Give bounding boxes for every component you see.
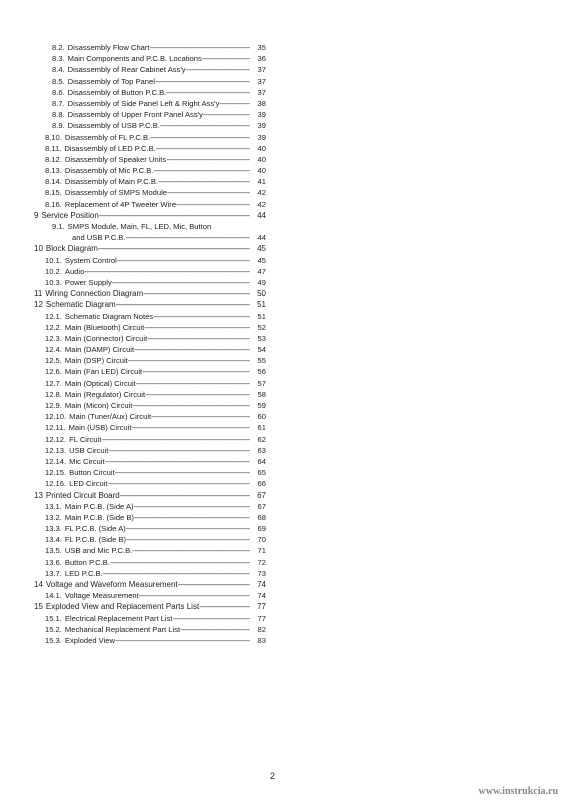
- toc-entry-title: Schematic Diagram Notes: [64, 311, 154, 321]
- toc-entry-number: 12.14.: [45, 456, 67, 466]
- toc-entry[interactable]: [0, 467, 572, 478]
- toc-leader-dots: [101, 434, 250, 445]
- toc-leader-dots: [131, 422, 250, 433]
- toc-leader-dots: [134, 344, 250, 355]
- toc-entry-number: 12.1.: [45, 311, 62, 321]
- toc-entry[interactable]: [0, 109, 572, 120]
- toc-leader-dots: [173, 613, 250, 624]
- toc-entry-number: 14.1.: [45, 591, 62, 601]
- toc-entry-title: System Control: [64, 255, 117, 265]
- toc-entry-page: 67: [257, 490, 266, 500]
- toc-entry-page: 39: [257, 110, 266, 120]
- toc-entry[interactable]: [0, 221, 572, 232]
- toc-entry[interactable]: [0, 87, 572, 98]
- toc-entry[interactable]: [0, 98, 572, 109]
- toc-entry-number: 8.7.: [52, 98, 65, 108]
- toc-entry-number: 12.7.: [45, 378, 62, 388]
- toc-entry[interactable]: [0, 557, 572, 568]
- toc-leader-dots: [84, 266, 250, 277]
- toc-entry[interactable]: [0, 53, 572, 64]
- toc-leader-dots: [143, 288, 250, 299]
- toc-entry-title: Main (Fan LED) Circuit: [64, 367, 143, 377]
- toc-leader-dots: [145, 389, 250, 400]
- toc-entry-number: 8.3.: [52, 54, 65, 64]
- toc-entry-title: Disassembly of Mic P.C.B.: [64, 166, 154, 176]
- toc-entry-page: 38: [257, 98, 266, 108]
- toc-entry-title: Block Diagram: [45, 244, 98, 254]
- toc-entry-number: 13.6.: [45, 557, 62, 567]
- toc-entry-page: 37: [257, 87, 266, 97]
- toc-entry-page: 67: [257, 501, 266, 511]
- toc-entry-number: 12.13.: [45, 445, 67, 455]
- toc-entry[interactable]: [0, 64, 572, 75]
- toc-entry[interactable]: [0, 165, 572, 176]
- toc-entry[interactable]: [0, 299, 572, 310]
- toc-leader-dots: [166, 154, 250, 165]
- toc-leader-dots: [180, 624, 250, 635]
- toc-entry-number: 15.2.: [45, 624, 62, 634]
- toc-entry[interactable]: [0, 143, 572, 154]
- toc-entry[interactable]: [0, 400, 572, 411]
- toc-entry[interactable]: [0, 187, 572, 198]
- toc-entry-title: FL P.C.B. (Side A): [64, 524, 126, 534]
- toc-entry-page: 77: [257, 613, 266, 623]
- toc-entry-number: 12.9.: [45, 401, 62, 410]
- toc-entry[interactable]: [0, 154, 572, 165]
- toc-entry-number: 12.2.: [45, 322, 62, 332]
- toc-entry[interactable]: [0, 523, 572, 534]
- toc-entry-page: 74: [257, 591, 266, 601]
- toc-entry-page: 66: [257, 479, 266, 489]
- toc-entry[interactable]: [0, 255, 572, 266]
- toc-entry-title: Voltage Measurement: [64, 591, 139, 601]
- toc-entry-page: 77: [257, 602, 266, 612]
- toc-entry-number: 8.6.: [52, 87, 65, 97]
- toc-entry-title: Mechanical Replacement Part List: [64, 624, 181, 634]
- toc-leader-dots: [126, 534, 250, 545]
- toc-entry-title: Main (Micon) Circuit: [64, 401, 133, 410]
- toc-entry-page: 73: [257, 568, 266, 578]
- toc-entry[interactable]: [0, 624, 572, 635]
- toc-entry-page: 37: [257, 65, 266, 75]
- toc-leader-dots: [105, 456, 250, 467]
- toc-entry-title: LED Circuit: [69, 479, 108, 489]
- toc-entry-title: FL P.C.B. (Side B): [64, 535, 127, 545]
- toc-entry[interactable]: [0, 378, 572, 389]
- toc-entry-page: 51: [257, 300, 266, 310]
- toc-entry-number: 13.3.: [45, 524, 62, 534]
- toc-leader-dots: [158, 176, 250, 187]
- toc-leader-dots: [116, 299, 250, 310]
- toc-leader-dots: [125, 232, 250, 243]
- toc-leader-dots: [117, 255, 250, 266]
- toc-entry-page: 49: [257, 277, 266, 287]
- toc-entry-number: 12.4.: [45, 345, 62, 355]
- toc-entry-title: and USB P.C.B.: [72, 233, 126, 243]
- toc-entry[interactable]: [0, 366, 572, 377]
- toc-entry-number: 15.1.: [45, 613, 62, 623]
- toc-entry-number: 10.2.: [45, 266, 62, 276]
- page-number: 2: [270, 771, 276, 781]
- toc-entry-page: 60: [257, 412, 266, 422]
- toc-leader-dots: [153, 165, 250, 176]
- toc-entry-number: 9.1.: [52, 222, 65, 231]
- toc-entry-title: Disassembly of FL P.C.B.: [64, 132, 151, 142]
- toc-entry-title: Main (Tuner/Aux) Circuit: [69, 412, 152, 422]
- toc-entry-number: 11: [34, 289, 43, 299]
- toc-entry-number: 12.16.: [45, 479, 67, 489]
- toc-entry-title: Disassembly of Upper Front Panel Ass'y: [67, 110, 203, 120]
- toc-entry-page: 40: [257, 154, 266, 164]
- toc-leader-dots: [150, 42, 250, 53]
- toc-entry-page: 36: [257, 54, 266, 64]
- toc-leader-dots: [178, 579, 250, 590]
- toc-entry[interactable]: [0, 120, 572, 131]
- toc-entry-number: 14: [34, 580, 43, 589]
- toc-entry-page: 51: [257, 311, 266, 321]
- toc-entry[interactable]: [0, 613, 572, 624]
- toc-entry[interactable]: [0, 579, 572, 590]
- toc-entry-title: SMPS Module, Main, FL, LED, Mic, Button: [67, 222, 212, 231]
- toc-leader-dots: [144, 322, 250, 333]
- toc-entry-title: Disassembly of Speaker Units: [64, 154, 167, 164]
- toc-entry-number: 10: [34, 244, 43, 254]
- toc-entry-page: 74: [257, 580, 266, 589]
- toc-entry-page: 72: [257, 557, 266, 567]
- toc-entry[interactable]: [0, 512, 572, 523]
- toc-entry-number: 8.8.: [52, 110, 65, 120]
- toc-entry-title: Main Components and P.C.B. Locations: [67, 54, 202, 64]
- toc-entry-title: Disassembly of Main P.C.B.: [64, 177, 159, 187]
- toc-entry-title: USB Circuit: [69, 445, 109, 455]
- toc-entry-page: 47: [257, 266, 266, 276]
- toc-entry-page: 39: [257, 121, 266, 131]
- table-of-contents: [0, 42, 572, 646]
- toc-leader-dots: [120, 490, 250, 501]
- toc-entry-page: 42: [257, 199, 266, 209]
- toc-entry-title: Voltage and Waveform Measurement: [45, 580, 178, 589]
- toc-entry[interactable]: [0, 534, 572, 545]
- toc-entry-page: 63: [257, 445, 266, 455]
- toc-entry-page: 69: [257, 524, 266, 534]
- toc-leader-dots: [203, 109, 250, 120]
- toc-entry[interactable]: [0, 635, 572, 646]
- toc-entry-number: 12.3.: [45, 333, 62, 343]
- toc-leader-dots: [142, 366, 250, 377]
- toc-entry[interactable]: [0, 266, 572, 277]
- toc-leader-dots: [126, 523, 250, 534]
- toc-entry-number: 12.12.: [45, 434, 67, 444]
- toc-leader-dots: [186, 64, 250, 75]
- toc-entry-title: FL Circuit: [69, 434, 102, 444]
- toc-leader-dots: [153, 311, 250, 322]
- toc-entry-title: Main (Regulator) Circuit: [64, 389, 146, 399]
- toc-entry-number: 8.10.: [45, 132, 62, 142]
- toc-leader-dots: [160, 120, 250, 131]
- toc-leader-dots: [98, 243, 250, 254]
- toc-leader-dots: [103, 568, 250, 579]
- toc-entry-number: 12.10.: [45, 412, 67, 422]
- toc-leader-dots: [110, 557, 250, 568]
- toc-entry-page: 58: [257, 389, 266, 399]
- toc-entry-page: 53: [257, 333, 266, 343]
- toc-entry[interactable]: [0, 243, 572, 254]
- toc-entry[interactable]: [0, 344, 572, 355]
- toc-entry-number: 10.3.: [45, 277, 62, 287]
- toc-leader-dots: [108, 478, 250, 489]
- toc-entry-number: 8.11.: [45, 143, 62, 153]
- toc-entry[interactable]: [0, 210, 572, 221]
- toc-entry-page: 39: [257, 132, 266, 142]
- toc-entry-title: Audio: [64, 266, 85, 276]
- toc-entry-page: 52: [257, 322, 266, 332]
- toc-entry[interactable]: [0, 176, 572, 187]
- toc-entry-title: Button Circuit: [69, 468, 115, 478]
- toc-entry[interactable]: [0, 322, 572, 333]
- toc-entry-page: 82: [257, 624, 266, 634]
- toc-entry-title: Disassembly Flow Chart: [67, 43, 150, 52]
- toc-entry-number: 12.11.: [45, 423, 66, 433]
- toc-leader-dots: [132, 400, 250, 411]
- toc-entry-page: 44: [257, 233, 266, 243]
- toc-entry-title: Main (DSP) Circuit: [64, 356, 128, 366]
- toc-entry-title: Disassembly of LED P.C.B.: [64, 143, 156, 153]
- toc-leader-dots: [134, 501, 250, 512]
- toc-leader-dots: [139, 590, 250, 601]
- toc-entry[interactable]: [0, 545, 572, 556]
- toc-entry-number: 15: [34, 602, 43, 612]
- toc-entry-page: 71: [257, 546, 266, 556]
- toc-entry-page: 59: [257, 401, 266, 410]
- toc-entry-title: Main (Connector) Circuit: [64, 333, 148, 343]
- toc-leader-dots: [176, 199, 250, 210]
- toc-leader-dots: [147, 333, 250, 344]
- toc-leader-dots: [112, 277, 250, 288]
- toc-entry[interactable]: [0, 411, 572, 422]
- toc-entry-page: 64: [257, 456, 266, 466]
- toc-entry-page: 37: [257, 76, 266, 86]
- toc-leader-dots: [134, 512, 250, 523]
- toc-entry-number: 8.12.: [45, 154, 62, 164]
- toc-entry-number: 8.4.: [52, 65, 65, 75]
- toc-entry-page: 35: [257, 43, 266, 52]
- toc-entry-title: Disassembly of Side Panel Left & Right Ass'y: [67, 98, 220, 108]
- toc-entry-number: 8.15.: [45, 188, 62, 198]
- toc-entry-title: Power Supply: [64, 277, 112, 287]
- toc-entry[interactable]: [0, 76, 572, 87]
- toc-entry[interactable]: [0, 490, 572, 501]
- toc-entry-title: Mic Circuit: [69, 456, 105, 466]
- toc-entry[interactable]: [0, 232, 572, 243]
- toc-entry[interactable]: [0, 601, 572, 612]
- toc-entry-title: Main (Optical) Circuit: [64, 378, 136, 388]
- toc-entry[interactable]: [0, 311, 572, 322]
- toc-entry-page: 54: [257, 345, 266, 355]
- toc-entry-title: Exploded View: [64, 635, 115, 645]
- toc-entry[interactable]: [0, 434, 572, 445]
- toc-entry-title: LED P.C.B.: [64, 568, 103, 578]
- toc-entry[interactable]: [0, 288, 572, 299]
- toc-entry[interactable]: [0, 277, 572, 288]
- toc-leader-dots: [150, 132, 250, 143]
- toc-entry[interactable]: [0, 355, 572, 366]
- toc-entry-page: 62: [257, 434, 266, 444]
- toc-entry-title: Main (DAMP) Circuit: [64, 345, 135, 355]
- toc-entry-title: Main (Bluetooth) Circuit: [64, 322, 145, 332]
- toc-entry-title: Main P.C.B. (Side B): [64, 512, 134, 522]
- toc-entry-page: 83: [257, 635, 266, 645]
- toc-entry-page: 42: [257, 188, 266, 198]
- toc-entry-page: 40: [257, 143, 266, 153]
- toc-entry[interactable]: [0, 199, 572, 210]
- toc-entry-number: 8.13.: [45, 166, 62, 176]
- toc-entry[interactable]: [0, 42, 572, 53]
- toc-leader-dots: [166, 87, 250, 98]
- toc-entry-page: 68: [257, 512, 266, 522]
- toc-entry-page: 57: [257, 378, 266, 388]
- toc-entry-number: 13.4.: [45, 535, 62, 545]
- toc-entry-page: 44: [257, 210, 266, 220]
- toc-entry[interactable]: [0, 568, 572, 579]
- toc-leader-dots: [167, 187, 250, 198]
- toc-entry[interactable]: [0, 478, 572, 489]
- toc-entry-number: 8.16.: [45, 199, 62, 209]
- toc-leader-dots: [132, 545, 250, 556]
- toc-entry[interactable]: [0, 333, 572, 344]
- toc-entry-number: 12: [34, 300, 43, 310]
- toc-entry-page: 70: [257, 535, 266, 545]
- toc-leader-dots: [151, 411, 250, 422]
- toc-entry-page: 61: [257, 423, 266, 433]
- toc-entry-number: 8.2.: [52, 43, 65, 52]
- toc-entry-page: 45: [257, 244, 266, 254]
- toc-entry-number: 13.2.: [45, 512, 62, 522]
- toc-entry-number: 12.6.: [45, 367, 62, 377]
- toc-entry[interactable]: [0, 501, 572, 512]
- toc-leader-dots: [108, 445, 250, 456]
- toc-entry-number: 8.9.: [52, 121, 65, 131]
- toc-entry-number: 15.3.: [45, 635, 62, 645]
- toc-entry-number: 13.7.: [45, 568, 62, 578]
- toc-entry-title: USB and Mic P.C.B.: [64, 546, 133, 556]
- toc-entry-title: Printed Circuit Board: [45, 490, 120, 500]
- toc-entry-number: 8.5.: [52, 76, 65, 86]
- toc-leader-dots: [155, 76, 250, 87]
- toc-entry-number: 12.15.: [45, 468, 67, 478]
- toc-entry-number: 8.14.: [45, 177, 62, 187]
- toc-entry[interactable]: [0, 590, 572, 601]
- toc-entry-page: 56: [257, 367, 266, 377]
- toc-entry-title: Disassembly of USB P.C.B.: [67, 121, 160, 131]
- toc-entry-title: Disassembly of SMPS Module: [64, 188, 168, 198]
- toc-entry-number: 10.1.: [45, 255, 62, 265]
- toc-entry-title: Disassembly of Button P.C.B.: [67, 87, 167, 97]
- toc-entry[interactable]: [0, 445, 572, 456]
- toc-entry-title: Button P.C.B.: [64, 557, 110, 567]
- toc-entry-title: Disassembly of Rear Cabinet Ass'y: [67, 65, 186, 75]
- toc-entry-title: Electrical Replacement Part List: [64, 613, 173, 623]
- toc-entry-title: Wiring Connection Diagram: [45, 289, 144, 299]
- toc-entry-title: Schematic Diagram: [45, 300, 116, 310]
- toc-entry-number: 13.5.: [45, 546, 62, 556]
- toc-entry-number: 13.1.: [45, 501, 62, 511]
- toc-entry-number: 9: [34, 210, 39, 220]
- toc-entry-page: 40: [257, 166, 266, 176]
- toc-leader-dots: [219, 98, 250, 109]
- toc-entry-page: 65: [257, 468, 266, 478]
- toc-leader-dots: [99, 210, 250, 221]
- toc-entry-page: 45: [257, 255, 266, 265]
- toc-entry-page: 41: [257, 177, 266, 187]
- toc-entry[interactable]: [0, 456, 572, 467]
- toc-entry-number: 13: [34, 490, 43, 500]
- toc-entry-title: Replacement of 4P Tweeter Wire: [64, 199, 177, 209]
- toc-leader-dots: [128, 355, 250, 366]
- watermark: www.instrukcia.ru: [478, 786, 558, 797]
- toc-entry-number: 12.8.: [45, 389, 62, 399]
- toc-leader-dots: [202, 53, 250, 64]
- toc-entry-title: Exploded View and Replacement Parts List: [45, 602, 200, 612]
- toc-entry-title: Main P.C.B. (Side A): [64, 501, 134, 511]
- toc-entry[interactable]: [0, 389, 572, 400]
- toc-leader-dots: [115, 635, 250, 646]
- toc-leader-dots: [156, 143, 250, 154]
- toc-leader-dots: [115, 467, 250, 478]
- toc-entry-page: 50: [257, 289, 266, 299]
- toc-entry-title: Main (USB) Circuit: [68, 423, 132, 433]
- toc-leader-dots: [136, 378, 250, 389]
- toc-entry[interactable]: [0, 422, 572, 433]
- toc-entry-title: Disassembly of Top Panel: [67, 76, 155, 86]
- toc-entry-title: Service Position: [41, 210, 99, 220]
- toc-entry[interactable]: [0, 132, 572, 143]
- toc-entry-number: 12.5.: [45, 356, 62, 366]
- toc-leader-dots: [199, 601, 250, 612]
- toc-entry-page: 55: [257, 356, 266, 366]
